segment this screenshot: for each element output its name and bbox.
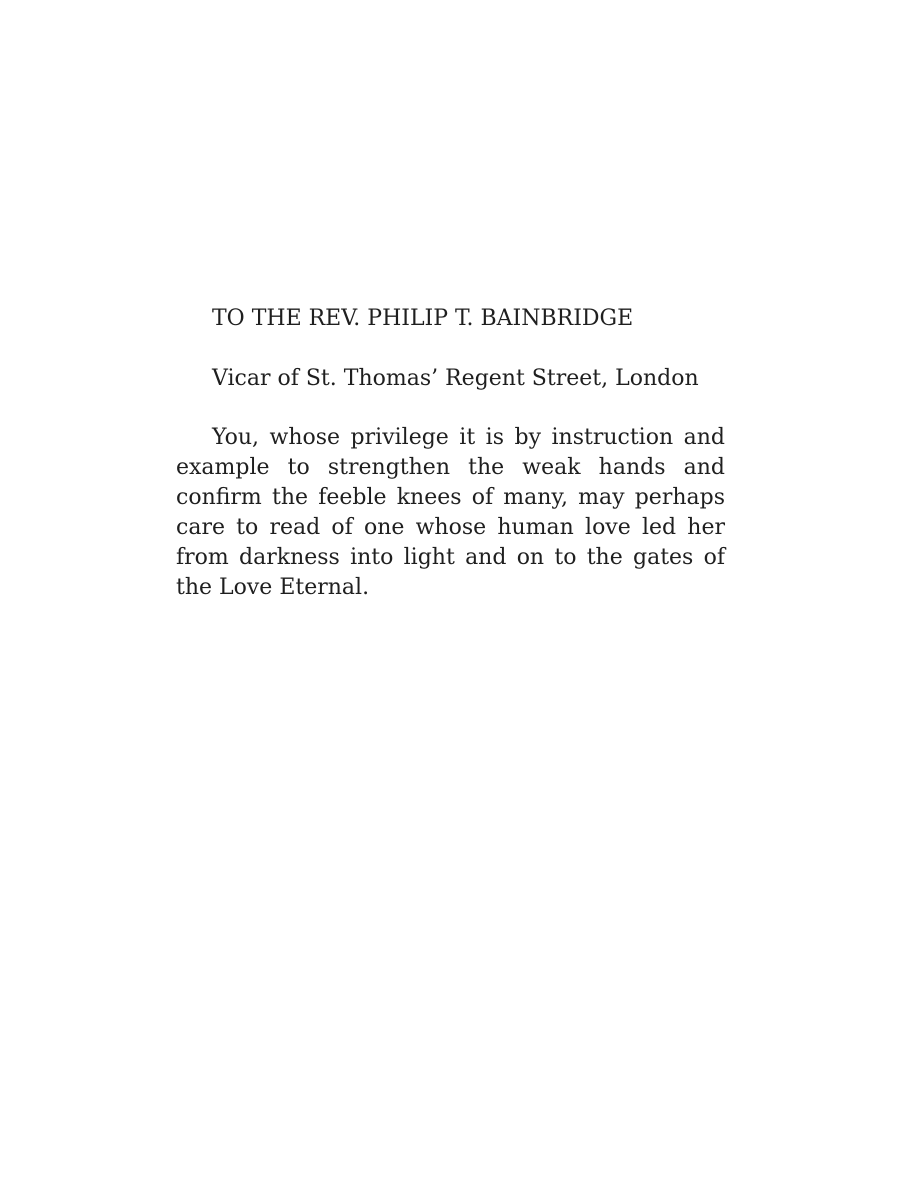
dedication-subheading: Vicar of St. Thomas’ Regent Street, London: [212, 366, 699, 391]
dedication-block: [176, 304, 725, 603]
dedication-body: You, whose privilege it is by instruction and example to strengthen the weak hands and confirm the feeble knees of many, may perhaps care to read of one whose human love led her from darkness into light and on to the gates of the Love Eternal.: [176, 425, 725, 600]
dedication-heading: TO THE REV. PHILIP T. BAINBRIDGE: [212, 306, 634, 331]
